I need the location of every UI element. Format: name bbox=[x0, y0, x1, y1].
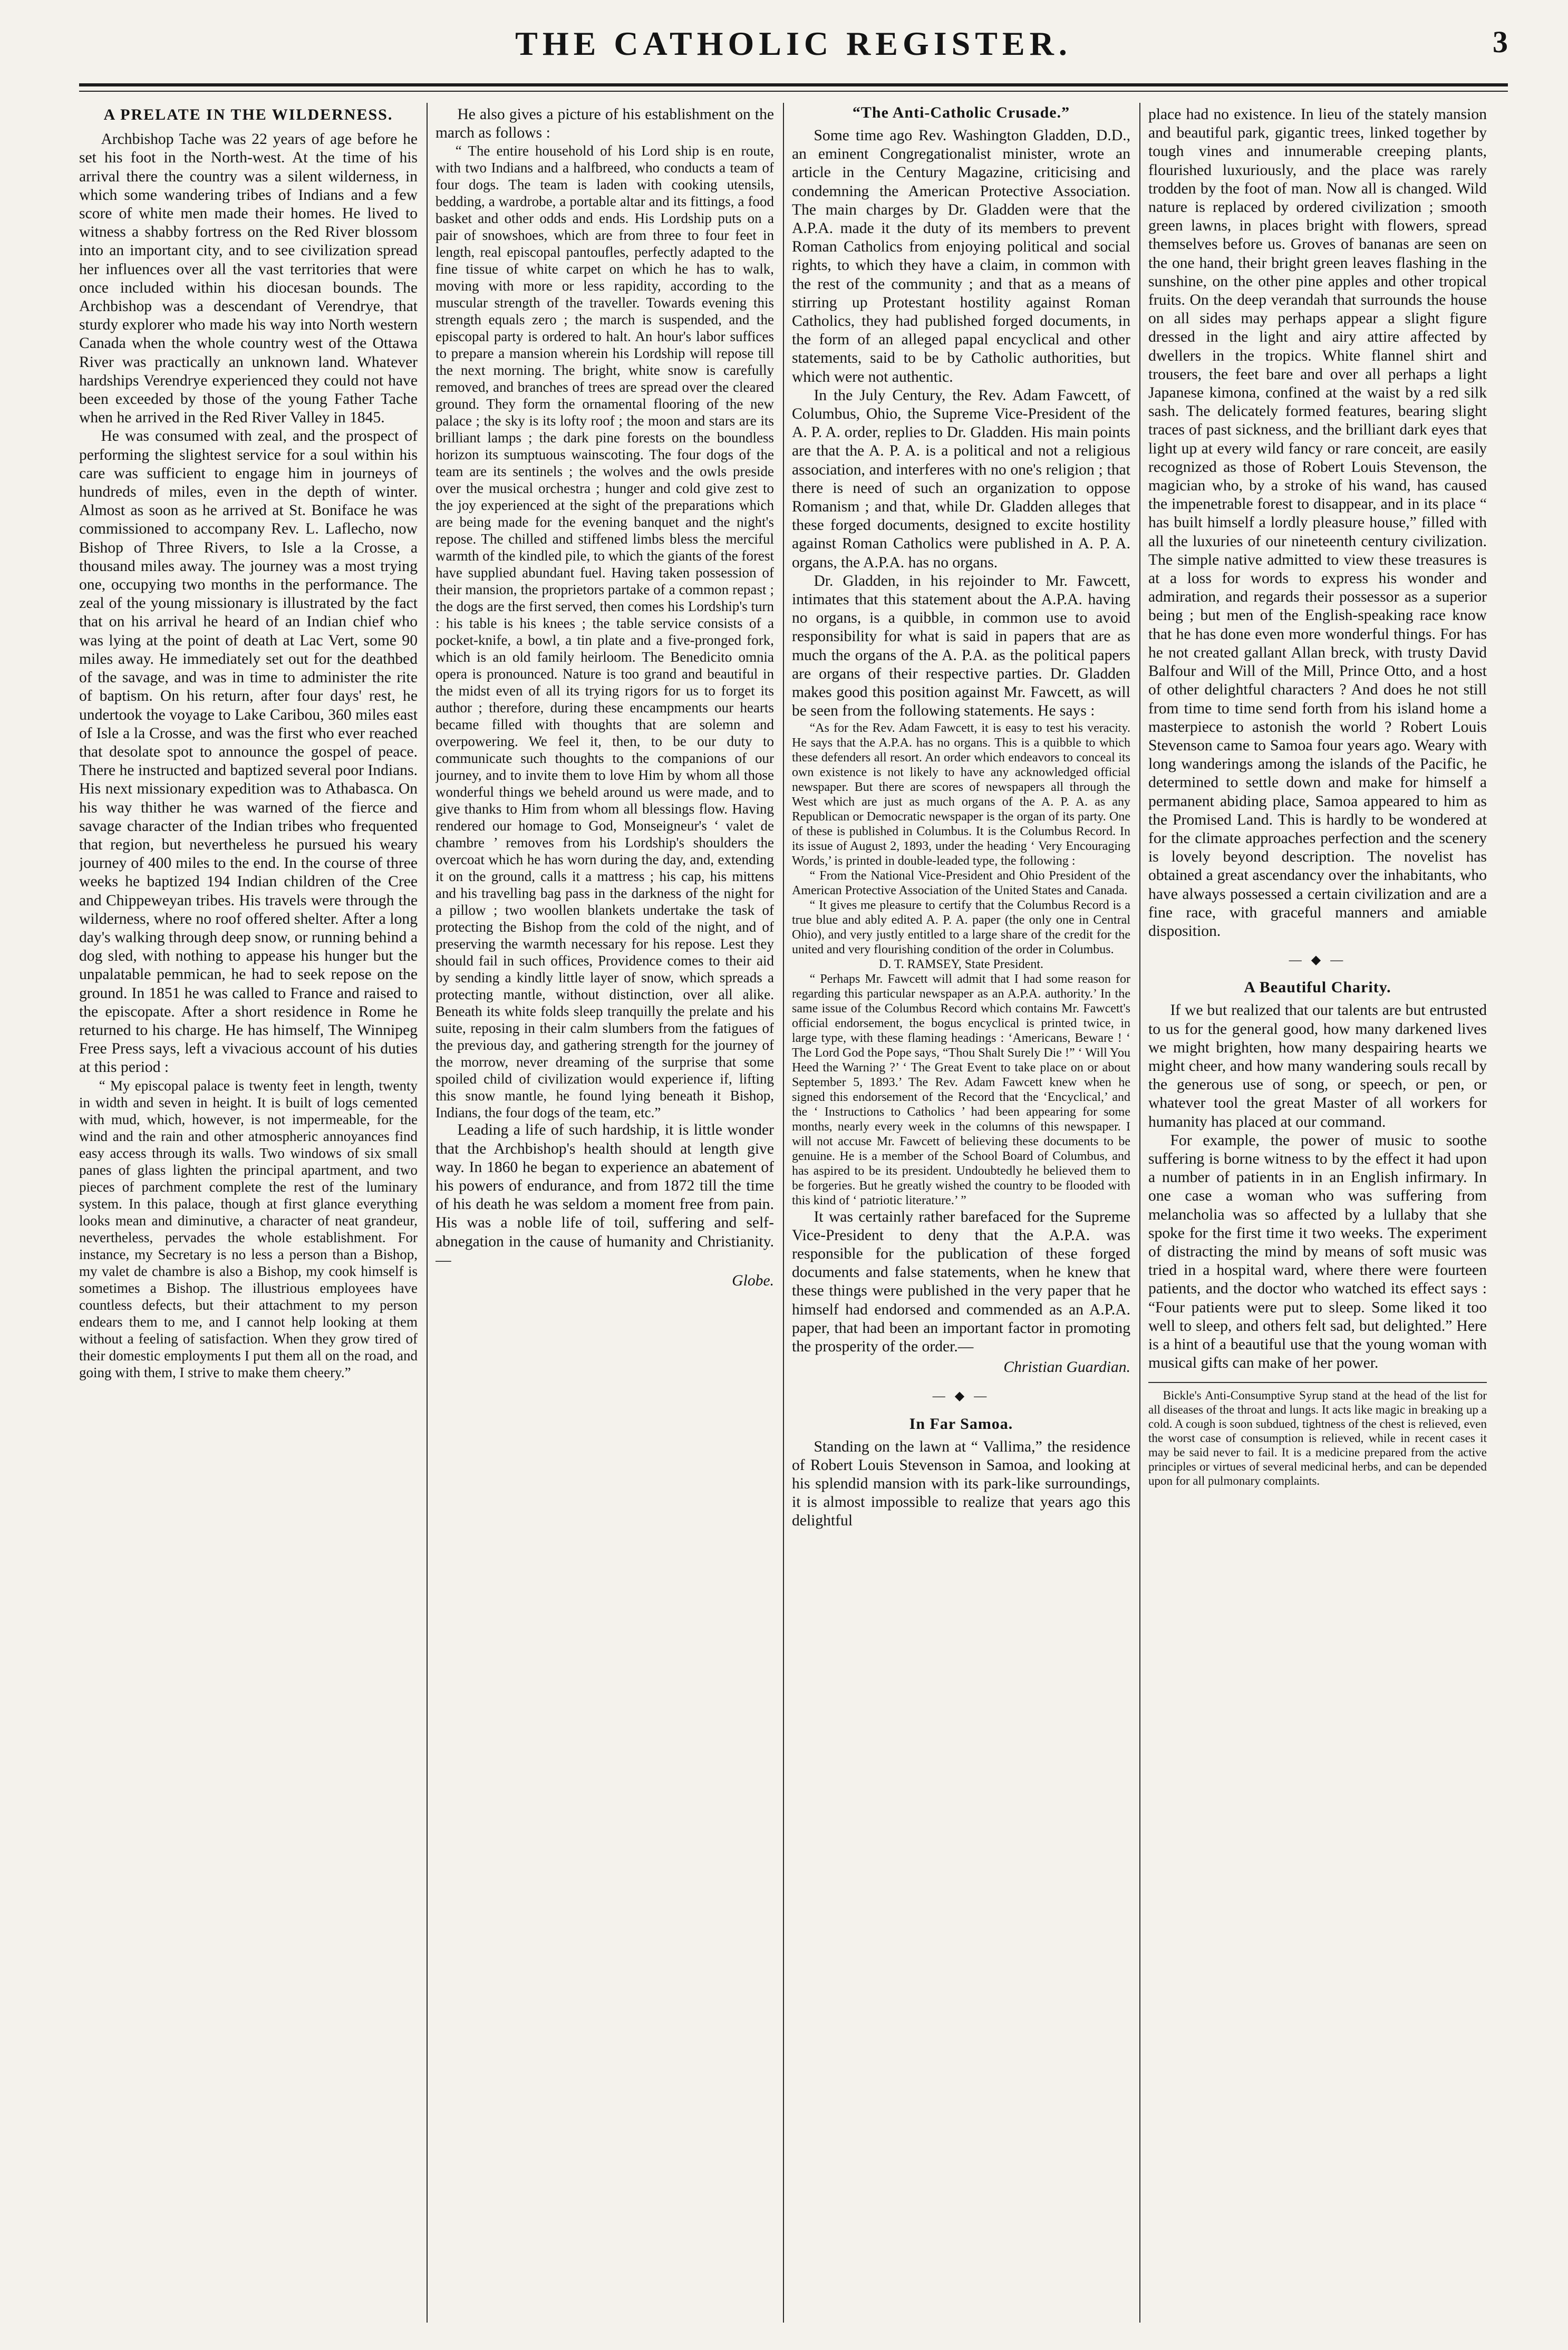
advertisement-text: Bickle's Anti-Consumptive Syrup stand at the head of the list for all diseases of the throat and lungs. It acts like magic in breaking up a cold. A cough is soon subdued, tightness of the chest is relieved, even the worst case of consumption is relieved, while in recent cases it may be said never to fail. It is a medicine prepared from the active principles or virtues of several medicinal herbs, and can be depended upon for all pulmonary complaints. bbox=[1148, 1389, 1487, 1488]
masthead bbox=[79, 21, 1508, 79]
quote-paragraph: “ Perhaps Mr. Fawcett will admit that I had some reason for regarding this particular newspaper as an A.P.A. authority.’ In the same issue of the Columbus Record which contains Mr. Fawcett's official endorsement, the bogus encyclical is printed twice, in large type, with these flaming headings : ‘Americans, Beware ! ‘ The Lord God the Pope says, “Thou Shalt Surely Die !” ‘ Will You Heed the Warning ?’ ‘ The Great Event to take place on or about September 5, 1893.’ The Rev. Adam Fawcett knew when he signed this endorsement of the Record that the ‘Encyclical,’ and the ‘ Instructions to Catholics ’ had been appearing for some months, nearly every week in the columns of this newspaper. I will not accuse Mr. Fawcett of believing these documents to be genuine. He is a member of the School Board of Columbus, and has aspired to be its president. Undoubtedly he believed them to be forgeries. But he greatly wished the country to be flooded with this kind of ‘ patriotic literature.’ ” bbox=[792, 972, 1130, 1207]
article-heading-crusade: “The Anti-Catholic Crusade.” bbox=[852, 105, 1070, 121]
newspaper-title: THE CATHOLIC REGISTER. bbox=[515, 25, 1072, 62]
article-paragraph: He was consumed with zeal, and the prospect of performing the slightest service for a soul within his care was sufficient to engage him in journeys of hundreds of miles, even in the depth of winter. Almost as soon as he arrived at St. Boniface he was commissioned to accompany Rev. L. Laflecho, now Bishop of Three Rivers, to Isle a la Crosse, a thousand miles away. The journey was a most trying one, occupying two months in the performance. The zeal of the young missionary is illustrated by the fact that on his arrival he heard of an Indian chief who was lying at the point of death at Lac Vert, some 90 miles away. He immediately set out for the deathbed of the savage, and was in time to administer the rite of baptism. On his return, after four days' rest, he undertook the voyage to Lake Caribou, 360 miles east of Isle a la Crosse, and was the first who ever reached that desolate spot to announce the gospel of peace. There he instructed and baptized several poor Indians. His next missionary expedition was to Athabasca. On his way thither he was warned of the fierce and savage character of the Indian tribes who frequented that region, but nevertheless he pursued his weary journey of 400 miles to the end. In the course of three weeks he baptized 194 Indian children of the Cree and Chippeweyan tribes. His travels were through the wilderness, where no roof offered shelter. After a long day's walking through deep snow, or running behind a dog sled, with nothing to appease his hunger but the unpalatable pemmican, he had to seek repose on the ground. In 1851 he was called to France and raised to the episcopate. After a short residence in Rome he returned to his charge. He has himself, The Winnipeg Free Press says, left a vivacious account of his duties at this period : bbox=[79, 428, 418, 1076]
article-paragraph: In the July Century, the Rev. Adam Fawcett, of Columbus, Ohio, the Supreme Vice-President of the A. P. A. order, replies to Dr. Gladden. His main points are that the A. P. A. is a political and not a religious association, and interferes with no one's religion ; that there is need of such an organization to oppose Romanism ; and that, while Dr. Gladden alleges that these forged documents, designed to excite hostility against Roman Catholics were published in A. P. A. organs, the A.P.A. has no organs. bbox=[792, 386, 1130, 571]
column-4 bbox=[1148, 105, 1487, 2320]
article-paragraph: He also gives a picture of his establishment on the march as follows : bbox=[435, 106, 774, 142]
article-heading-charity: A Beautiful Charity. bbox=[1244, 979, 1391, 997]
column-divider bbox=[1139, 103, 1140, 2323]
section-separator: — ◆ — bbox=[1289, 953, 1347, 968]
article-paragraph: Some time ago Rev. Washington Gladden, D.D., an eminent Congregationalist minister, wrote an article in the Century Magazine, criticising and condemning the American Protective Association. The main charges by Dr. Gladden were that the A.P.A. made it the duty of its members to prevent Roman Catholics from enjoying political and social rights, to which they have a claim, in common with the rest of the community ; and that as a means of stirring up Protestant hostility against Roman Catholics, they had published forged documents, in the form of an alleged papal encyclical and other statements, said to be by Catholic authorities, but which were not authentic. bbox=[792, 127, 1130, 385]
article-paragraph: Archbishop Tache was 22 years of age before he set his foot in the North-west. At the time of his arrival there the country was a silent wilderness, in which some wandering tribes of Indians and a few score of white men made their homes. He lived to witness a shabby fortress on the Red River blossom into an important city, and to see civilization spread her influences over all the vast territories that were once included within his diocesan bounds. The Archbishop was a descendant of Verendrye, that sturdy explorer who made his way into North western Canada when the whole country west of the Ottawa River was practically an unknown land. Whatever hardships Verendrye experienced they could not have been exceeded by those of the young Father Tache when he arrived in the Red River Valley in 1845. bbox=[79, 131, 418, 427]
advertisement bbox=[1148, 1382, 1487, 1488]
article-byline: Globe. bbox=[732, 1272, 774, 1290]
article-quote: “ My episcopal palace is twenty feet in length, twenty in width and seven in height. It is built of logs cemented with mud, which, however, is not impermeable, for the wind and the rain and other atmospheric annoyances find easy access through its walls. Two windows of six small panes of glass lighten the principal apartment, and two pieces of parchment complete the rest of the luminary system. In this palace, though at first glance everything looks mean and diminutive, a character of neat grandeur, nevertheless, pervades the whole establishment. For instance, my Secretary is no less a person than a Bishop, my valet de chambre is also a Bishop, my cook himself is sometimes a Bishop. The illustrious employees have countless defects, but their attachment to my person endears them to me, and I cannot help looking at them without a feeling of satisfaction. When they grow tired of their domestic employments I put them all on the road, and going with them, I strive to make them cheery.” bbox=[79, 1077, 418, 1380]
quote-paragraph: “ From the National Vice-President and Ohio President of the American Protective Association of the United States and Canada. bbox=[792, 868, 1130, 897]
quote-signature: D. T. RAMSEY, State President. bbox=[878, 957, 1043, 971]
article-byline: Christian Guardian. bbox=[1003, 1359, 1130, 1376]
article-quote: “ The entire household of his Lord ship is en route, with two Indians and a halfbreed, who conducts a team of four dogs. The team is laden with cooking utensils, bedding, a wardrobe, a portable altar and its fittings, a food basket and other odds and ends. His Lordship puts on a pair of snowshoes, which are from three to four feet in length, real episcopal pantoufles, perfectly adapted to the fine tissue of white carpet on which he has to walk, moving with more or less rapidity, according to the muscular strength of the traveller. Towards evening this strength equals zero ; the march is suspended, and the episcopal party is ordered to halt. An hour's labor suffices to prepare a mansion wherein his Lordship will repose till the next morning. The bright, white snow is carefully removed, and branches of trees are spread over the cleared ground. They form the ornamental flooring of the new palace ; the sky is its lofty roof ; the moon and stars are its brilliant lamps ; the dark pine forests on the boundless horizon its sumptuous wainscoting. The four dogs of the team are its sentinels ; the wolves and the owls preside over the musical orchestra ; hunger and cold give zest to the joy experienced at the sight of the preparations which are being made for the evening banquet and the night's repose. The chilled and stiffened limbs bless the merciful warmth of the kindled pile, to which the giants of the forest have supplied abundant fuel. Having taken possession of their mansion, the proprietors partake of a common repast ; the dogs are the first served, then comes his Lordship's turn : his table is his knees ; the table service consists of a pocket-knife, a bowl, a tin plate and a five-pronged fork, which is an old family heirloom. The Benedicito omnia opera is pronounced. Nature is too grand and beautiful in the midst even of all its trying rigors for us to forget its author ; therefore, during these encampments our hearts became filled with thoughts that are solemn and overpowering. We feel it, then, to be our duty to communicate such thoughts to the companions of our journey, and to invite them to love Him by whom all those wonderful things we beheld around us were made, and to give thanks to Him from whom all blessings flow. Having rendered our homage to God, Monseigneur's ‘ valet de chambre ’ removes from his Lordship's shoulders the overcoat which he has worn during the day, and, extending it on the ground, calls it a mattress ; his cap, his mittens and his travelling bag pass in the darkness of the night for a pillow ; two woollen blankets undertake the task of protecting the Bishop from the cold of the night, and of preserving the warmth necessary for his repose. Lest they should fail in such offices, Providence comes to their aid by sending a kindly little layer of snow, which spreads a protecting mantle, without distinction, over all alike. Beneath its white folds sleep tranquilly the prelate and his suite, reposing in their calm slumbers from the fatigues of the previous day, and gathering strength for the journey of the morrow, never dreaming of the surprise that some spoiled child of civilization would experience if, lifting this snow mantle, he found lying beneath it Bishop, Indians, the four dogs of the team, etc.” bbox=[435, 143, 774, 1121]
quote-paragraph: “ It gives me pleasure to certify that the Columbus Record is a true blue and ably edited A. P. A. paper (the only one in Central Ohio), and very justly entitled to a large share of the credit for the united and very flourishing condition of the order in Columbus. bbox=[792, 898, 1130, 956]
page-number: 3 bbox=[1493, 25, 1508, 59]
column-divider bbox=[783, 103, 784, 2323]
column-divider bbox=[427, 103, 428, 2323]
article-quote-block bbox=[792, 721, 1130, 1208]
article-paragraph: Dr. Gladden, in his rejoinder to Mr. Fawcett, intimates that this statement about the A.P.A. having no organs, is a quibble, in common use to avoid responsibility for what is said in papers that are as much the organs of the A. P.A. as the political papers are organs of their respective parties. Dr. Gladden makes good this position against Mr. Fawcett, as will be seen from the following statements. He says : bbox=[792, 572, 1130, 720]
article-paragraph: Standing on the lawn at “ Vallima,” the residence of Robert Louis Stevenson in Samoa, and looking at his splendid mansion with its park-like surroundings, it is almost impossible to realize that years ago this delightful bbox=[792, 1438, 1130, 1530]
article-paragraph: Leading a life of such hardship, it is little wonder that the Archbishop's health should at length give way. In 1860 he began to experience an abatement of his powers of endurance, and from 1872 till the time of his death he was seldom a moment free from pain. His was a noble life of toil, suffering and self-abnegation in the cause of humanity and Christianity.— bbox=[435, 1121, 774, 1269]
masthead-rule-thin bbox=[79, 91, 1508, 92]
masthead-rule bbox=[79, 83, 1508, 86]
article-heading-prelate: A PRELATE IN THE WILDERNESS. bbox=[103, 106, 393, 123]
article-heading-samoa: In Far Samoa. bbox=[909, 1415, 1013, 1433]
section-separator: — ◆ — bbox=[932, 1389, 990, 1404]
article-paragraph: For example, the power of music to soothe suffering is borne witness to by the effect it had upon a number of patients in in an English infirmary. In one case a woman who was suffering from melancholia was so affected by a lullaby that she spoke for the first time it two weeks. The experiment of distracting the mind by means of soft music was tried in a hospital ward, where there were fourteen patients, and the doctor who watched its effect says : “Four patients were put to sleep. Some liked it too well to sleep, and others felt sad, but delighted.” Here is a hint of a beautiful use that the young woman with musical gifts can make of her power. bbox=[1148, 1132, 1487, 1372]
column-2 bbox=[435, 105, 774, 2320]
quote-paragraph: “As for the Rev. Adam Fawcett, it is easy to test his veracity. He says that the A.P.A. has no organs. This is a quibble to which these defenders all resort. An order which endeavors to conceal its own existence is not likely to have any acknowledged official newspaper. But there are scores of newspapers all through the West which are just as much organs of the A. P. A. as any Republican or Democratic newspaper is the organ of its party. One of these is published in Columbus. It is the Columbus Record. In its issue of August 2, 1893, under the heading ‘ Very Encouraging Words,’ is printed in double-leaded type, the following : bbox=[792, 721, 1130, 868]
article-paragraph: If we but realized that our talents are but entrusted to us for the general good, how many darkened lives we might brighten, how many despairing hearts we might cheer, and how many wandering souls recall by the generous use of song, or speech, or pen, or whatever tool the great Master of all workers for humanity has placed at our command. bbox=[1148, 1002, 1487, 1130]
article-paragraph: It was certainly rather barefaced for the Supreme Vice-President to deny that the A.P.A. was responsible for the publication of these forged documents and false statements, when he knew that these things were published in the very paper that he himself had endorsed and commended as an A.P.A. paper, that had been an important factor in promoting the prosperity of the order.— bbox=[792, 1208, 1130, 1355]
column-1 bbox=[79, 105, 418, 2320]
article-paragraph: place had no existence. In lieu of the stately mansion and beautiful park, gigantic trees, linked together by tough vines and innumerable creeping plants, flourished luxuriously, and the place was rarely trodden by the foot of man. Now all is changed. Wild nature is replaced by ordered civilization ; smooth green lawns, in places bright with flowers, spread themselves before us. Groves of bananas are seen on the one hand, their bright green leaves flashing in the sunshine, on the other pine apples and other tropical fruits. On the deep verandah that surrounds the house on all sides may perhaps appear a slight figure dressed in the light and airy attire affected by dwellers in the tropics. White flannel shirt and trousers, the feet bare and over all perhaps a light Japanese kimona, confined at the waist by a red silk sash. The delicately formed features, bearing slight traces of past sickness, and the brilliant dark eyes that light up at every wild fancy or rare conceit, are easily recognized as those of Robert Louis Stevenson, the magician who, by a stroke of his wand, has caused the impenetrable forest to disappear, and in its place “ has built himself a lordly pleasure house,” filled with all the luxuries of our nineteenth century civilization. The simple native admitted to view these treasures is at a loss for words to express his wonder and admiration, and regards their possessor as a superior being ; but men of the English-speaking race know that he has done even more wonderful things. For has he not created gallant Allan breck, with trusty David Balfour and Will of the Mill, Prince Otto, and a host of other delightful characters ? And does he not still from time to time send forth from his island home a masterpiece to astonish the world ? Robert Louis Stevenson came to Samoa four years ago. Weary with long wanderings among the islands of the Pacific, he determined to settle down and make for himself a permanent abiding place, Samoa appeared to him as the Promised Land. This is hardly to be wondered at for the climate approaches perfection and the scenery is lovely beyond description. The novelist has obtained a great ascendancy over the inhabitants, who have always possessed a certain civilization and are a fine race, with graceful manners and amiable disposition. bbox=[1148, 106, 1487, 940]
column-3 bbox=[792, 105, 1130, 2320]
